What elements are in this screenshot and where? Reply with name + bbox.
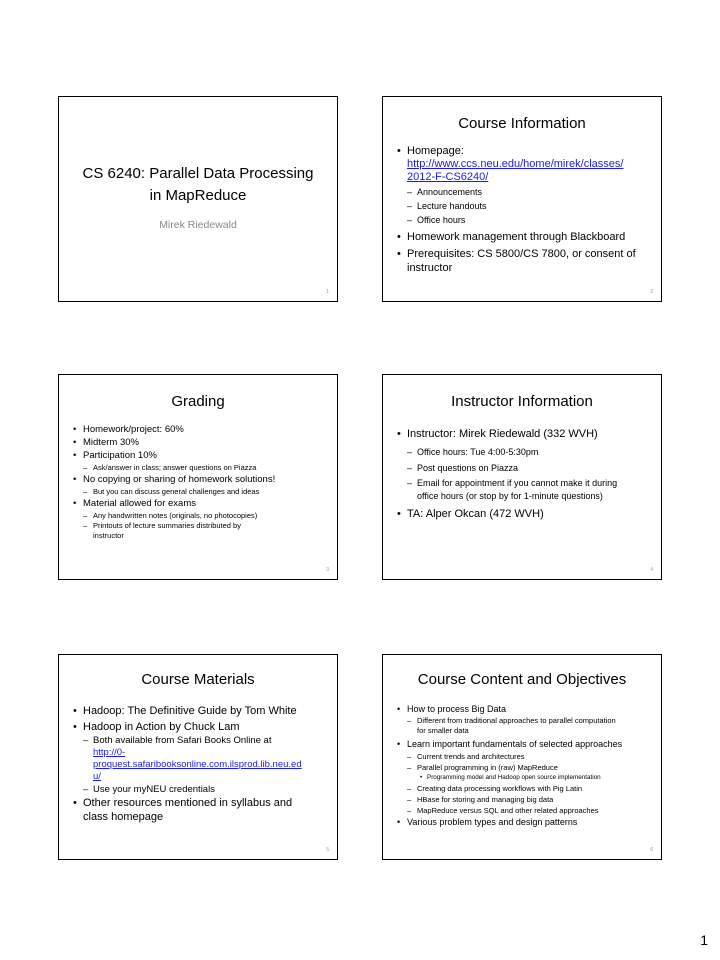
bullet-item: • Prerequisites: CS 5800/CS 7800, or consent of instructor bbox=[395, 247, 651, 275]
slide-5-title: Course Materials bbox=[141, 671, 255, 688]
page-number: 1 bbox=[700, 932, 708, 948]
slide-4-content bbox=[395, 427, 651, 522]
slide-2 bbox=[382, 96, 662, 302]
bullet-item: • Learn important fundamentals of selected approaches bbox=[395, 738, 651, 751]
slide-6 bbox=[382, 654, 662, 860]
sub-item: – Current trends and architectures bbox=[395, 751, 651, 762]
sub-item: – Lecture handouts bbox=[395, 199, 651, 213]
sub-item: – Printouts of lecture summaries distributed by instructor bbox=[71, 521, 327, 541]
bullet-item: • Participation 10% bbox=[71, 449, 327, 462]
sub-item: – MapReduce versus SQL and other related approaches bbox=[395, 805, 651, 816]
slide-4-title: Instructor Information bbox=[451, 393, 593, 410]
sub-item: – Creating data processing workflows with Pig Latin bbox=[395, 783, 651, 794]
bullet-item: • Various problem types and design patterns bbox=[395, 816, 651, 829]
slide-number: 4 bbox=[650, 567, 653, 573]
slide-number: 5 bbox=[326, 847, 329, 853]
bullet-instructor: • Instructor: Mirek Riedewald (332 WVH) bbox=[395, 427, 651, 442]
bullet-ta: • TA: Alper Okcan (472 WVH) bbox=[395, 507, 651, 522]
homepage-link[interactable]: http://www.ccs.neu.edu/home/mirek/classes/ bbox=[407, 158, 624, 170]
slide-number: 2 bbox=[650, 289, 653, 295]
sub-item: – Office hours: Tue 4:00-5:30pm bbox=[395, 445, 651, 459]
sub-item: – But you can discuss general challenges and ideas bbox=[71, 486, 327, 497]
slide-number: 6 bbox=[650, 847, 653, 853]
slide-5 bbox=[58, 654, 338, 860]
sub-item: – Different from traditional approaches to parallel computation for smaller data bbox=[395, 716, 651, 736]
sub-item: – Office hours bbox=[395, 213, 651, 227]
slide-3-content bbox=[71, 423, 327, 541]
slide-2-content bbox=[395, 145, 651, 275]
safari-link[interactable]: http://0- bbox=[93, 747, 126, 758]
slide-5-content bbox=[71, 703, 327, 824]
slide-1-title: CS 6240: Parallel Data Processing in MapReduce bbox=[82, 165, 314, 204]
safari-link-cont[interactable]: proquest.safaribooksonline.com.ilsprod.lib.neu.ed bbox=[93, 759, 302, 770]
sub-item: – Announcements bbox=[395, 185, 651, 199]
sub-item-available: – Both available from Safari Books Online at http://0- proquest.safaribooksonline.com.ilsprod.lib.neu.ed u/ bbox=[71, 735, 327, 783]
sub-item: – Email for appointment if you cannot make it during office hours (or stop by for 1-minute questions) bbox=[395, 477, 651, 503]
bullet-item: • No copying or sharing of homework solutions! bbox=[71, 473, 327, 486]
bullet-homepage: • Homepage: http://www.ccs.neu.edu/home/mirek/classes/ 2012-F-CS6240/ bbox=[395, 145, 651, 184]
bullet-item: • Midterm 30% bbox=[71, 436, 327, 449]
slide-3 bbox=[58, 374, 338, 580]
slide-number: 3 bbox=[326, 567, 329, 573]
sub-sub-item: • Programming model and Hadoop open source implementation bbox=[395, 773, 651, 783]
bullet-item: • Homework/project: 60% bbox=[71, 423, 327, 436]
bullet-item: • Material allowed for exams bbox=[71, 497, 327, 510]
sub-item: – Use your myNEU credentials bbox=[71, 783, 327, 796]
slide-6-content bbox=[395, 703, 651, 829]
slide-1 bbox=[58, 96, 338, 302]
bullet-item: • Homework management through Blackboard bbox=[395, 230, 651, 245]
slide-number: 1 bbox=[326, 289, 329, 295]
bullet-item: • Other resources mentioned in syllabus and class homepage bbox=[71, 796, 327, 824]
slide-6-title: Course Content and Objectives bbox=[417, 671, 627, 688]
sub-item: – Parallel programming in (raw) MapReduce bbox=[395, 762, 651, 773]
bullet-item: • Hadoop in Action by Chuck Lam bbox=[71, 719, 327, 735]
sub-item: – HBase for storing and managing big data bbox=[395, 794, 651, 805]
homepage-link-cont[interactable]: 2012-F-CS6240/ bbox=[407, 171, 489, 183]
sub-item: – Ask/answer in class; answer questions on Piazza bbox=[71, 462, 327, 473]
slide-2-title: Course Information bbox=[458, 115, 586, 132]
slide-4 bbox=[382, 374, 662, 580]
slide-1-author: Mirek Riedewald bbox=[159, 219, 237, 231]
slide-3-title: Grading bbox=[171, 393, 225, 410]
sub-item: – Post questions on Piazza bbox=[395, 461, 651, 475]
safari-link-end[interactable]: u/ bbox=[93, 771, 101, 782]
sub-item: – Any handwritten notes (originals, no photocopies) bbox=[71, 510, 327, 521]
bullet-item: • Hadoop: The Definitive Guide by Tom White bbox=[71, 703, 327, 719]
bullet-item: • How to process Big Data bbox=[395, 703, 651, 716]
